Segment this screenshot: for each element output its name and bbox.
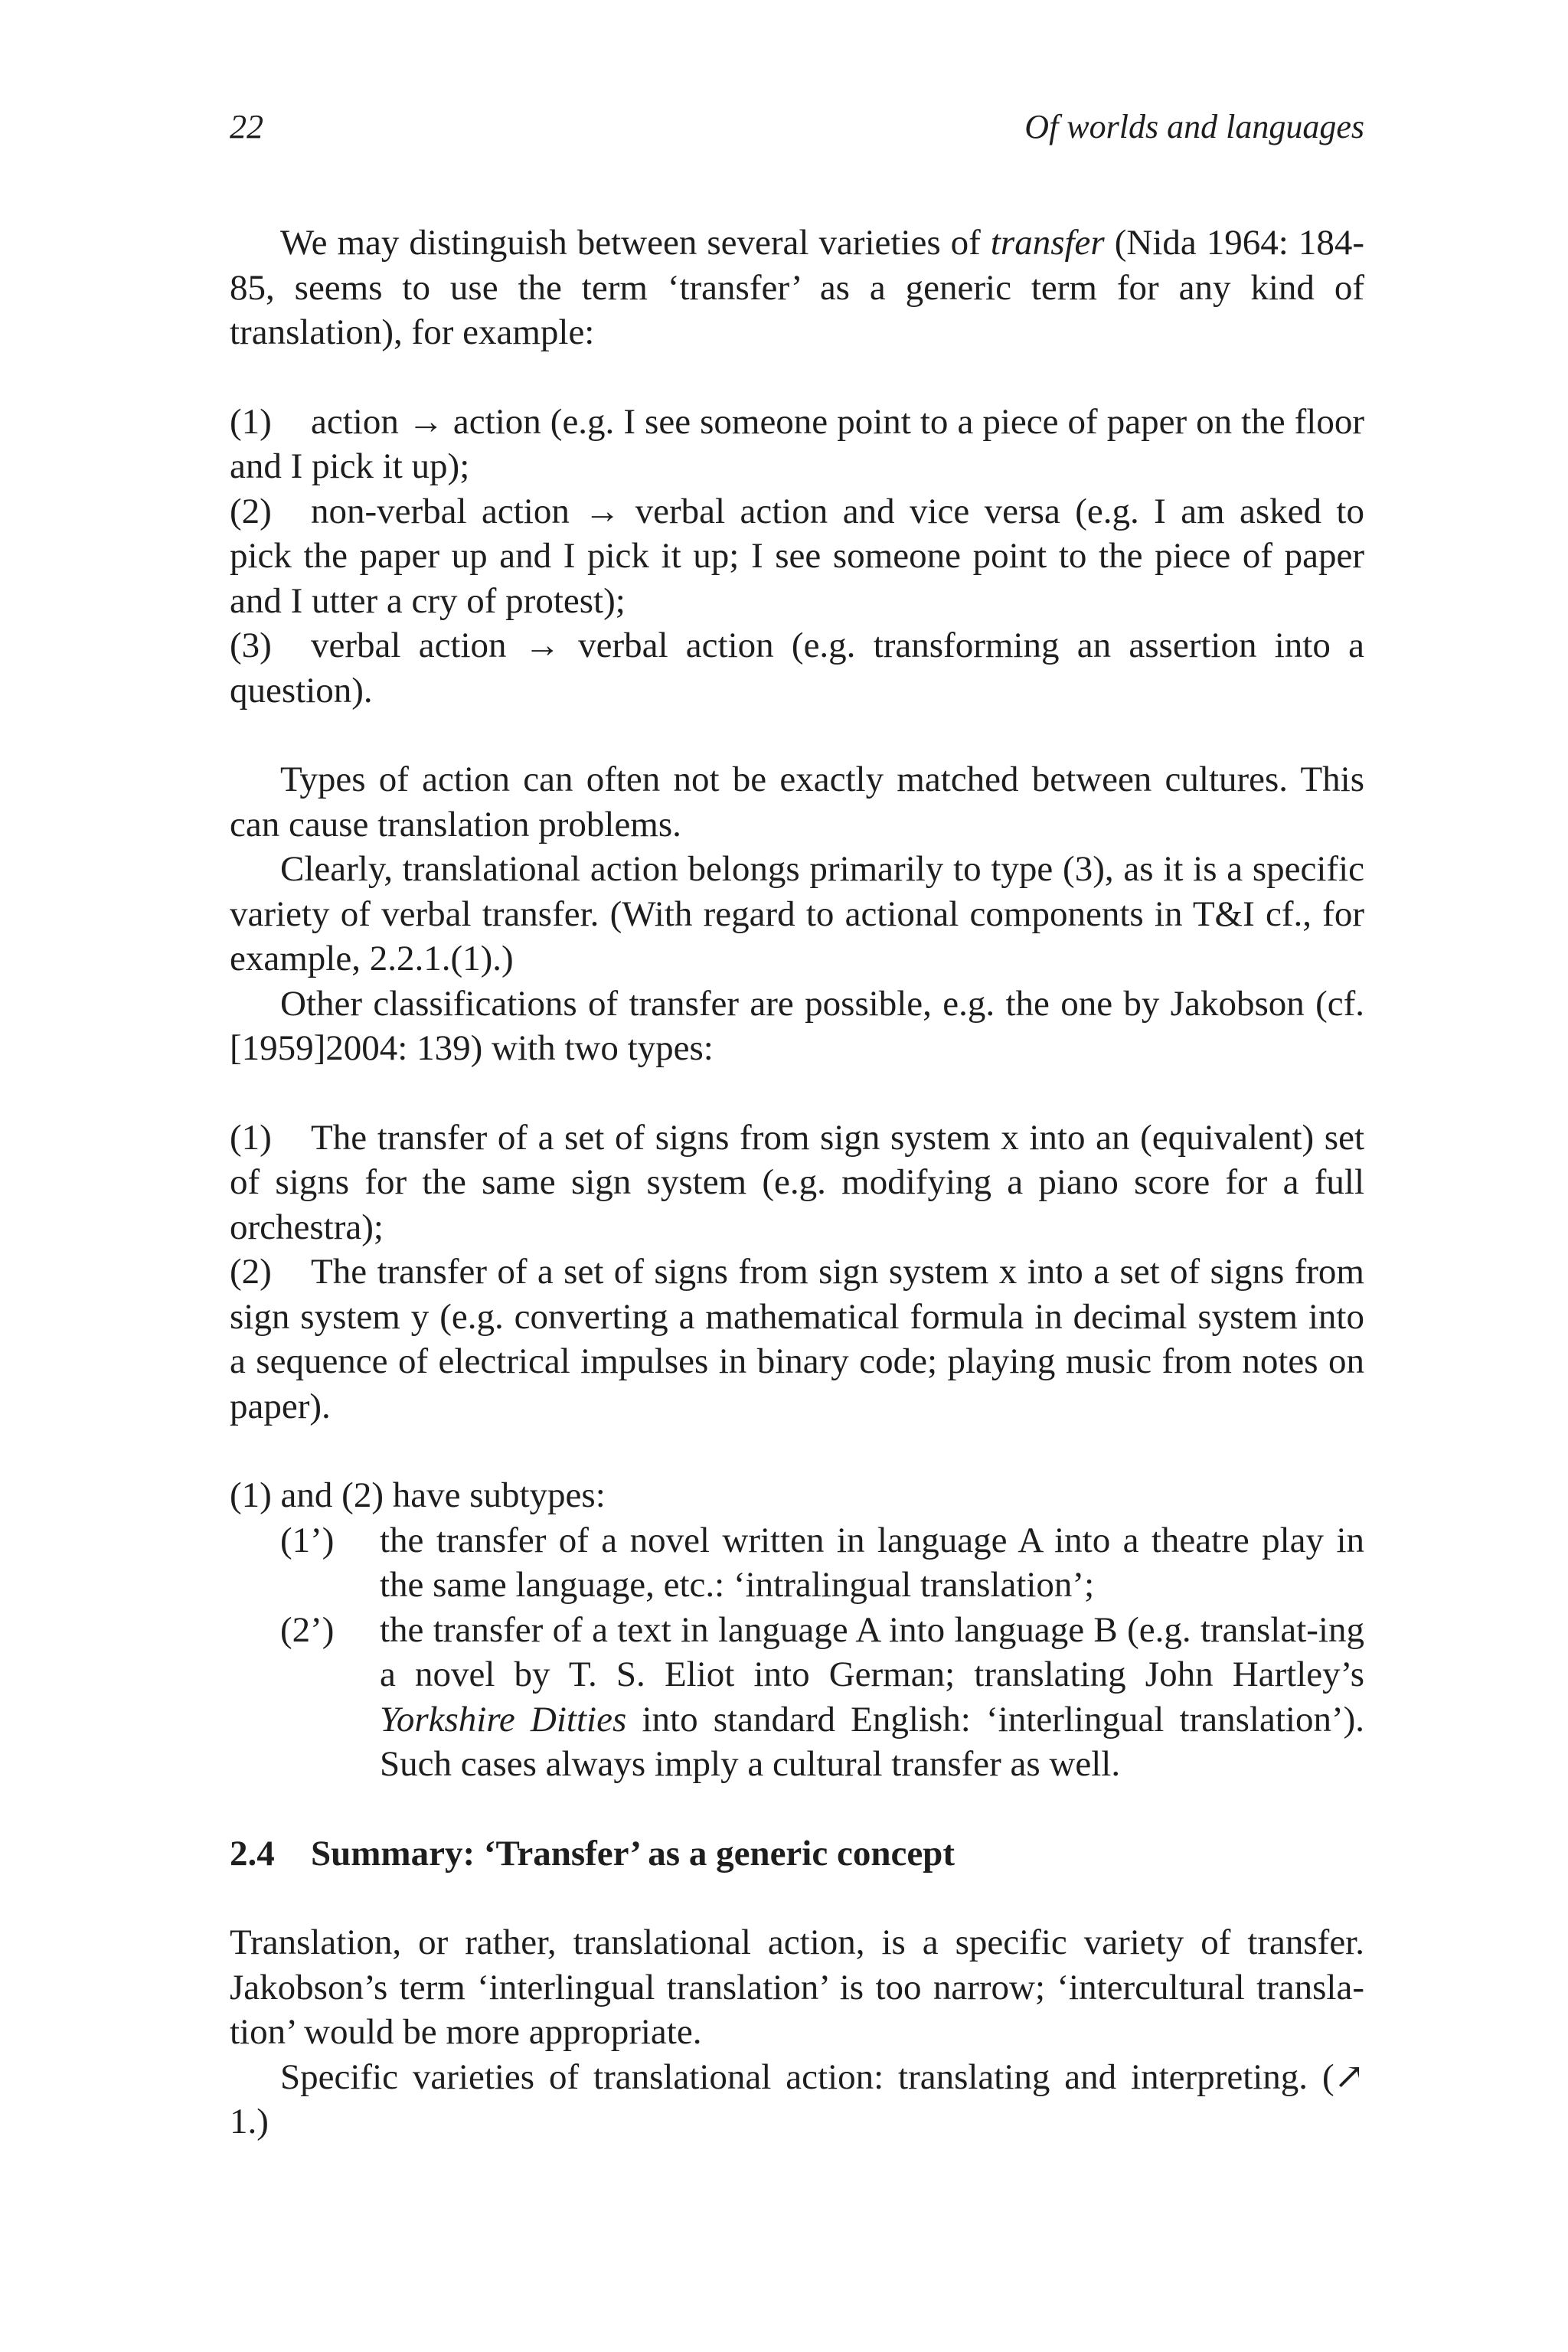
page-number: 22 — [230, 108, 263, 145]
summary-paragraph: Specific varieties of translational action: translating and interpreting. (↗ 1.) — [230, 2056, 1364, 2141]
summary-paragraph: Translation, or rather, translational action, is a specific variety of transfer. Jakobson’s term ‘interlingual translation’ is too narrow; ‘intercultural transla-tion’ would be more appropriate. — [230, 1922, 1364, 2052]
list-item: (1) The transfer of a set of signs from sign system x into an (equivalent) set of signs for the same sign system (e.g. modifying a piano score for a full orchestra); — [230, 1117, 1364, 1247]
subtypes-intro: (1) and (2) have subtypes: — [230, 1475, 606, 1515]
running-header — [230, 107, 1364, 146]
running-title: Of worlds and languages — [1024, 108, 1364, 145]
term-transfer: transfer — [990, 223, 1105, 263]
page-body — [230, 220, 1364, 2145]
paragraph: Clearly, translational action belongs primarily to type (3), as it is a specific variety of verbal transfer. (With regard to actional components in T&I cf., for example, 2.2.1.(1).) — [230, 849, 1364, 978]
list-item: (2) The transfer of a set of signs from sign system x into a set of signs from sign system y (e.g. converting a mathematical formula in decimal system into a sequence of electrical impulses in binary code; playing music from notes on paper). — [230, 1252, 1364, 1426]
paragraph: Types of action can often not be exactly matched between cultures. This can cause translation problems. — [230, 760, 1364, 844]
list-item: (3) verbal action → verbal action (e.g. transforming an assertion into a question). — [230, 626, 1364, 710]
intro-paragraph: We may distinguish between several varieties of transfer (Nida 1964: 184-85, seems to use the term ‘transfer’ as a generic term for any kind of translation), for example: — [230, 223, 1364, 352]
list-item: (1) action → action (e.g. I see someone point to a piece of paper on the floor and I pick it up); — [230, 401, 1364, 486]
section-heading: 2.4 Summary: ‘Transfer’ as a generic concept — [230, 1833, 955, 1873]
subtype-item: (1’) the transfer of a novel written in language A into a theatre play in the same language, etc.: ‘intralingual translation’; — [280, 1520, 1364, 1605]
title-yorkshire-ditties: Yorkshire Ditties — [380, 1699, 627, 1740]
list-item: (2) non-verbal action → verbal action and vice versa (e.g. I am asked to pick the paper up and I pick it up; I see someone point to the piece of paper and I utter a cry of protest); — [230, 491, 1364, 621]
subtype-item: (2’) the transfer of a text in language A into language B (e.g. translat-ing a novel by T. S. Eliot into German; translating John Hartley’s Yorkshire Ditties into standard English: ‘interlingual translation’). Such cases always imply a cultural transfer as well. — [280, 1609, 1365, 1784]
paragraph: Other classifications of transfer are possible, e.g. the one by Jakobson (cf. [1959]2004: 139) with two types: — [230, 983, 1364, 1068]
